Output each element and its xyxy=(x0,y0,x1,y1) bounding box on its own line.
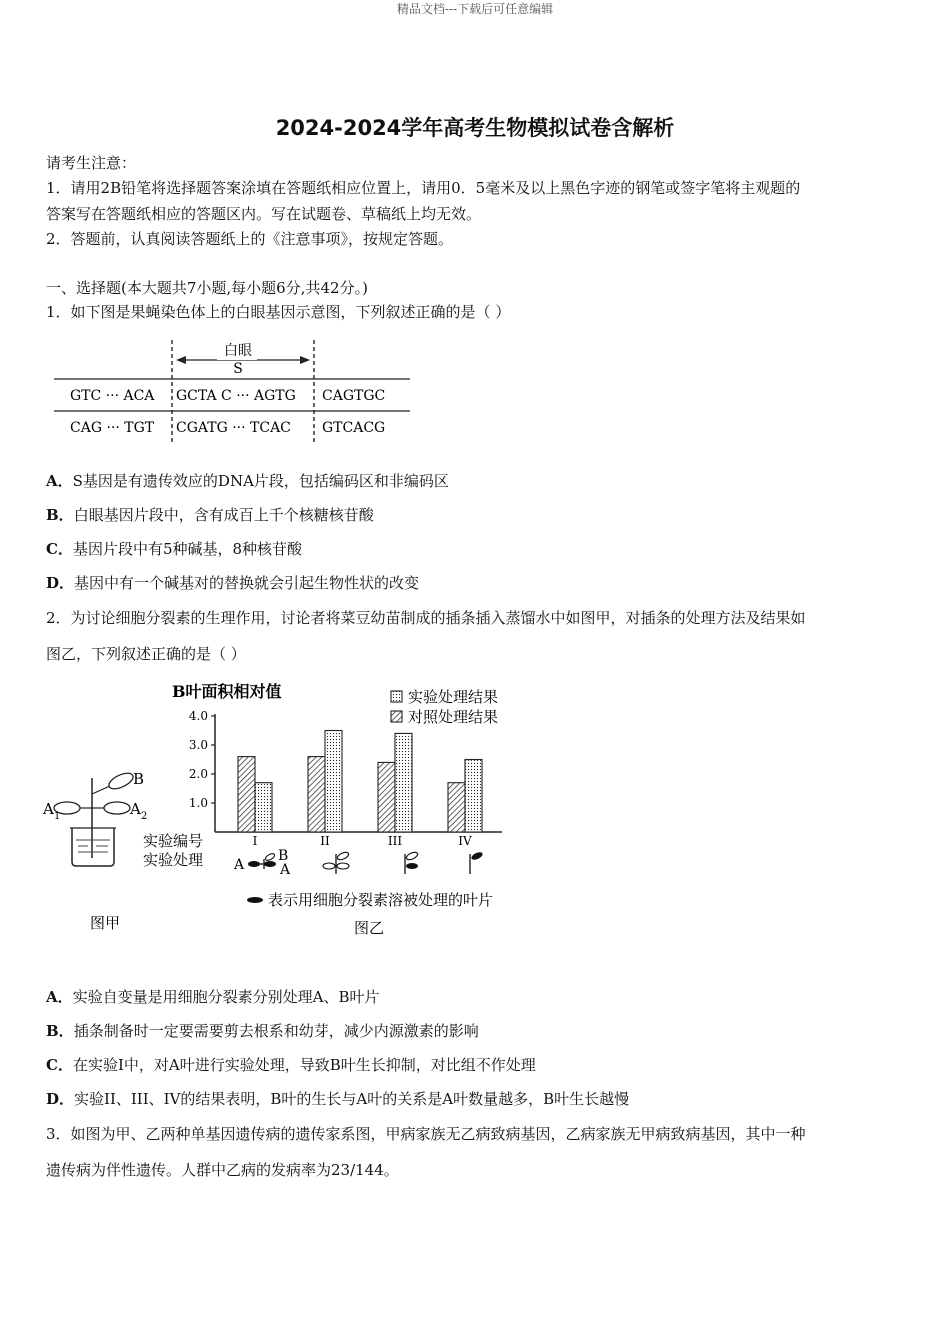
bar-experiment-III xyxy=(395,733,412,832)
seq-r1-mid: GCTA C ··· AGTG xyxy=(176,388,296,404)
q1-stem: 1．如下图是果蝇染色体上的白眼基因示意图，下列叙述正确的是（ ） xyxy=(46,303,511,321)
notice-line-1a: 1．请用2B铅笔将选择题答案涂填在答题纸相应位置上，请用0．5毫米及以上黑色字迹的钢笔或签字笔将主观题的 xyxy=(46,179,801,197)
fig-jia-caption: 图甲 xyxy=(90,914,121,932)
q2-option-d: D．实验II、III、IV的结果表明，B叶的生长与A叶的关系是A叶数量越多，B叶生长越慢 xyxy=(46,1090,630,1108)
q2-option-c: C．在实验I中，对A叶进行实验处理，导致B叶生长抑制，对比组不作处理 xyxy=(46,1056,536,1074)
treatment-iv-icon xyxy=(470,851,484,874)
q1-option-d: D．基因中有一个碱基对的替换就会引起生物性状的改变 xyxy=(46,574,420,592)
gene-label: 白眼 xyxy=(224,343,252,359)
legend-label-control: 对照处理结果 xyxy=(408,708,499,726)
svg-text:A: A xyxy=(234,857,245,873)
fig-yi-chart xyxy=(140,678,525,940)
beaker xyxy=(72,828,114,866)
bar-control-II xyxy=(308,757,325,832)
section-heading: 一、选择题(本大题共7小题,每小题6分,共42分。) xyxy=(46,279,368,297)
fig-yi-caption: 图乙 xyxy=(354,919,385,937)
legend-swatch-control xyxy=(391,711,402,722)
treatment-ii-icon xyxy=(323,851,350,874)
seq-r1-left: GTC ··· ACA xyxy=(70,388,155,404)
label-b: B xyxy=(133,770,145,788)
seq-r1-right: CAGTGC xyxy=(322,388,386,404)
figure-note: 表示用细胞分裂素溶被处理的叶片 xyxy=(268,891,494,909)
gene-symbol: S xyxy=(233,361,243,377)
arrowhead-left xyxy=(176,356,186,364)
y-tick-label: 1.0 xyxy=(188,796,208,810)
page-title: 2024-2024学年高考生物模拟试卷含解析 xyxy=(275,116,675,140)
label-a2-sub: 2 xyxy=(141,811,148,822)
treatment-iii-icon xyxy=(405,851,419,874)
bar-group xyxy=(238,731,482,833)
svg-text:A: A xyxy=(280,862,291,878)
svg-text:B: B xyxy=(278,848,289,864)
seq-r2-right: GTCACG xyxy=(322,420,386,436)
x-tick-label: I xyxy=(252,834,258,848)
notice-line-1b: 答案写在答题纸相应的答题区内。写在试题卷、草稿纸上均无效。 xyxy=(46,205,482,223)
q3-stem-a: 3．如图为甲、乙两种单基因遗传病的遗传家系图，甲病家族无乙病致病基因，乙病家族无甲病致病基因，其中一种 xyxy=(46,1125,806,1143)
label-a2: A xyxy=(130,800,141,818)
arrowhead-right xyxy=(300,356,310,364)
seq-r2-mid: CGATG ··· TCAC xyxy=(176,420,291,436)
row-label-number: 实验编号 xyxy=(143,832,204,850)
q2-stem-a: 2．为讨论细胞分裂素的生理作用，讨论者将菜豆幼苗制成的插条插入蒸馏水中如图甲，对插条的处理方法及结果如 xyxy=(46,609,806,627)
q2-option-a: A．实验自变量是用细胞分裂素分别处理A、B叶片 xyxy=(46,988,380,1006)
q1-option-a: A．S基因是有遗传效应的DNA片段，包括编码区和非编码区 xyxy=(46,472,449,490)
gene-diagram xyxy=(52,338,412,448)
label-a1: A xyxy=(43,800,54,818)
q1-option-b: B．白眼基因片段中，含有成百上千个核糖核苷酸 xyxy=(46,506,374,524)
bar-control-III xyxy=(378,762,395,832)
bar-control-IV xyxy=(448,783,465,832)
x-axis-ticks xyxy=(253,834,472,848)
bar-experiment-II xyxy=(325,731,342,833)
label-a1-sub: 1 xyxy=(54,811,61,822)
note-leaf-icon xyxy=(247,897,263,903)
bar-experiment-IV xyxy=(465,760,482,833)
page-watermark: 精品文档---下载后可任意编辑 xyxy=(396,2,554,16)
q2-option-b: B．插条制备时一定要需要剪去根系和幼芽，减少内源激素的影响 xyxy=(46,1022,479,1040)
treatment-i-icon xyxy=(233,848,291,878)
y-axis-ticks xyxy=(189,709,215,810)
leaf-b xyxy=(107,770,136,792)
q3-stem-b: 遗传病为伴性遗传。人群中乙病的发病率为23/144。 xyxy=(46,1161,399,1179)
x-tick-label: III xyxy=(387,834,403,848)
bar-experiment-I xyxy=(255,783,272,832)
seq-r2-left: CAG ··· TGT xyxy=(70,420,155,436)
leaf-a2 xyxy=(104,802,130,814)
x-tick-label: II xyxy=(320,834,330,848)
y-axis-title: B叶面积相对值 xyxy=(172,682,282,701)
bar-control-I xyxy=(238,757,255,832)
x-tick-label: IV xyxy=(458,834,472,848)
row-label-treatment: 实验处理 xyxy=(143,851,204,869)
legend-label-experiment: 实验处理结果 xyxy=(408,688,499,706)
notice-heading: 请考生注意： xyxy=(46,154,137,172)
q2-stem-b: 图乙，下列叙述正确的是（ ） xyxy=(46,645,246,663)
y-tick-label: 2.0 xyxy=(188,767,208,781)
y-tick-label: 3.0 xyxy=(188,738,208,752)
y-tick-label: 4.0 xyxy=(188,709,208,723)
notice-line-2: 2．答题前，认真阅读答题纸上的《注意事项》，按规定答题。 xyxy=(46,230,454,248)
legend-swatch-experiment xyxy=(391,691,402,702)
q1-option-c: C．基因片段中有5种碱基，8种核苷酸 xyxy=(46,540,303,558)
